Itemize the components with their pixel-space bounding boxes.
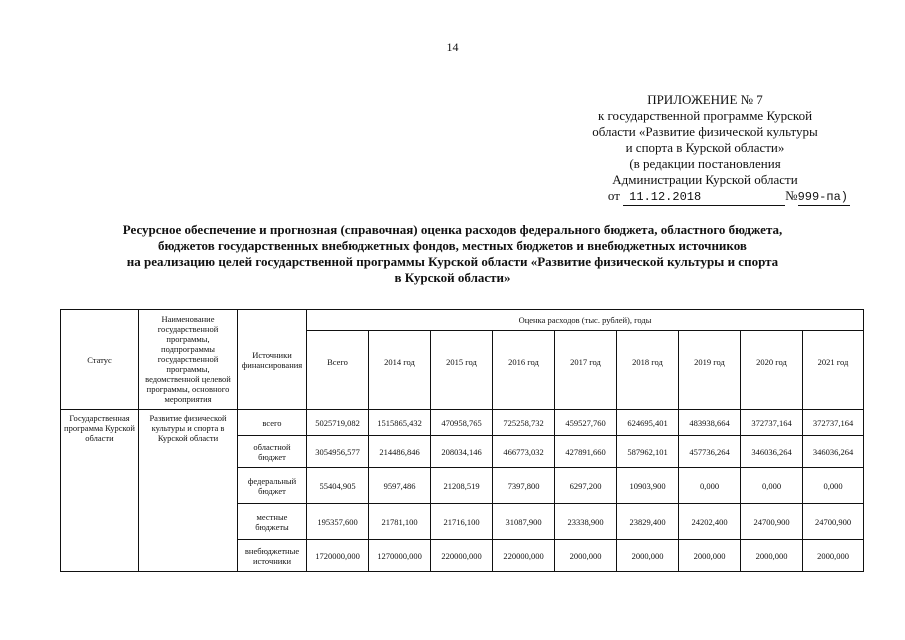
- header-year: 2020 год: [741, 331, 803, 410]
- resolution-date: 11.12.2018: [623, 189, 785, 206]
- source-cell: областной бюджет: [238, 436, 307, 468]
- header-sources: Источники финансирования: [238, 310, 307, 410]
- appendix-line: к государственной программе Курской: [597, 108, 813, 123]
- value-cell: 220000,000: [431, 540, 493, 572]
- value-cell: 346036,264: [741, 436, 803, 468]
- value-cell: 10903,900: [617, 468, 679, 504]
- value-cell: 55404,905: [307, 468, 369, 504]
- value-cell: 470958,765: [431, 410, 493, 436]
- value-cell: 23338,900: [555, 504, 617, 540]
- budget-table: [60, 309, 864, 572]
- value-cell: 3054956,577: [307, 436, 369, 468]
- value-cell: 2000,000: [741, 540, 803, 572]
- value-cell: 214486,846: [369, 436, 431, 468]
- appendix-heading: ПРИЛОЖЕНИЕ № 7: [647, 92, 763, 107]
- value-cell: 21716,100: [431, 504, 493, 540]
- header-estimate: Оценка расходов (тыс. рублей), годы: [307, 310, 864, 331]
- program-name-cell: Развитие физической культуры и спорта в Курской области: [139, 410, 238, 572]
- value-cell: 725258,732: [493, 410, 555, 436]
- value-cell: 6297,200: [555, 468, 617, 504]
- title-line: бюджетов государственных внебюджетных фондов, местных бюджетов и внебюджетных источников: [158, 238, 747, 253]
- value-cell: 2000,000: [803, 540, 864, 572]
- header-year: 2021 год: [803, 331, 864, 410]
- value-cell: 21781,100: [369, 504, 431, 540]
- value-cell: 0,000: [803, 468, 864, 504]
- appendix-line: Администрации Курской области: [612, 172, 798, 187]
- resolution-number: 999-па): [797, 190, 848, 204]
- value-cell: 5025719,082: [307, 410, 369, 436]
- header-program-name: Наименование государственной программы, подпрограммы государственной программы, ведомственной целевой программы, основного мероприятия: [139, 310, 238, 410]
- appendix-line: области «Развитие физической культуры: [592, 124, 818, 139]
- header-year: 2016 год: [493, 331, 555, 410]
- value-cell: 624695,401: [617, 410, 679, 436]
- value-cell: 2000,000: [679, 540, 741, 572]
- value-cell: 24700,900: [803, 504, 864, 540]
- appendix-block: [560, 92, 850, 206]
- value-cell: 195357,600: [307, 504, 369, 540]
- header-year: 2017 год: [555, 331, 617, 410]
- source-cell: местные бюджеты: [238, 504, 307, 540]
- value-cell: 457736,264: [679, 436, 741, 468]
- date-prefix: от: [607, 188, 620, 203]
- value-cell: 459527,760: [555, 410, 617, 436]
- value-cell: 21208,519: [431, 468, 493, 504]
- value-cell: 220000,000: [493, 540, 555, 572]
- resolution-date-line: [560, 188, 850, 206]
- source-cell: внебюджетные источники: [238, 540, 307, 572]
- value-cell: 23829,400: [617, 504, 679, 540]
- header-year: 2018 год: [617, 331, 679, 410]
- value-cell: 31087,900: [493, 504, 555, 540]
- value-cell: 2000,000: [555, 540, 617, 572]
- value-cell: 208034,146: [431, 436, 493, 468]
- value-cell: 427891,660: [555, 436, 617, 468]
- value-cell: 587962,101: [617, 436, 679, 468]
- value-cell: 7397,800: [493, 468, 555, 504]
- appendix-line: (в редакции постановления: [629, 156, 781, 171]
- value-cell: 24700,900: [741, 504, 803, 540]
- value-cell: 24202,400: [679, 504, 741, 540]
- document-title: [40, 222, 865, 286]
- title-line: Ресурсное обеспечение и прогнозная (справочная) оценка расходов федерального бюджета, областного бюджета,: [122, 222, 783, 237]
- title-line: в Курской области»: [394, 270, 511, 285]
- value-cell: 0,000: [679, 468, 741, 504]
- header-status: Статус: [61, 310, 139, 410]
- value-cell: 483938,664: [679, 410, 741, 436]
- source-cell: федеральный бюджет: [238, 468, 307, 504]
- header-year: 2019 год: [679, 331, 741, 410]
- appendix-line: и спорта в Курской области»: [625, 140, 785, 155]
- value-cell: 1270000,000: [369, 540, 431, 572]
- table-row: [61, 410, 864, 436]
- page-number: 14: [446, 40, 459, 54]
- number-prefix: №: [785, 188, 798, 203]
- source-cell: всего: [238, 410, 307, 436]
- value-cell: 346036,264: [803, 436, 864, 468]
- value-cell: 1720000,000: [307, 540, 369, 572]
- value-cell: 372737,164: [803, 410, 864, 436]
- header-year: 2015 год: [431, 331, 493, 410]
- value-cell: 372737,164: [741, 410, 803, 436]
- header-year: 2014 год: [369, 331, 431, 410]
- value-cell: 0,000: [741, 468, 803, 504]
- header-total: Всего: [307, 331, 369, 410]
- value-cell: 9597,486: [369, 468, 431, 504]
- value-cell: 2000,000: [617, 540, 679, 572]
- status-cell: Государственная программа Курской области: [61, 410, 139, 572]
- value-cell: 1515865,432: [369, 410, 431, 436]
- value-cell: 466773,032: [493, 436, 555, 468]
- title-line: на реализацию целей государственной программы Курской области «Развитие физической культуры и спорта: [126, 254, 779, 269]
